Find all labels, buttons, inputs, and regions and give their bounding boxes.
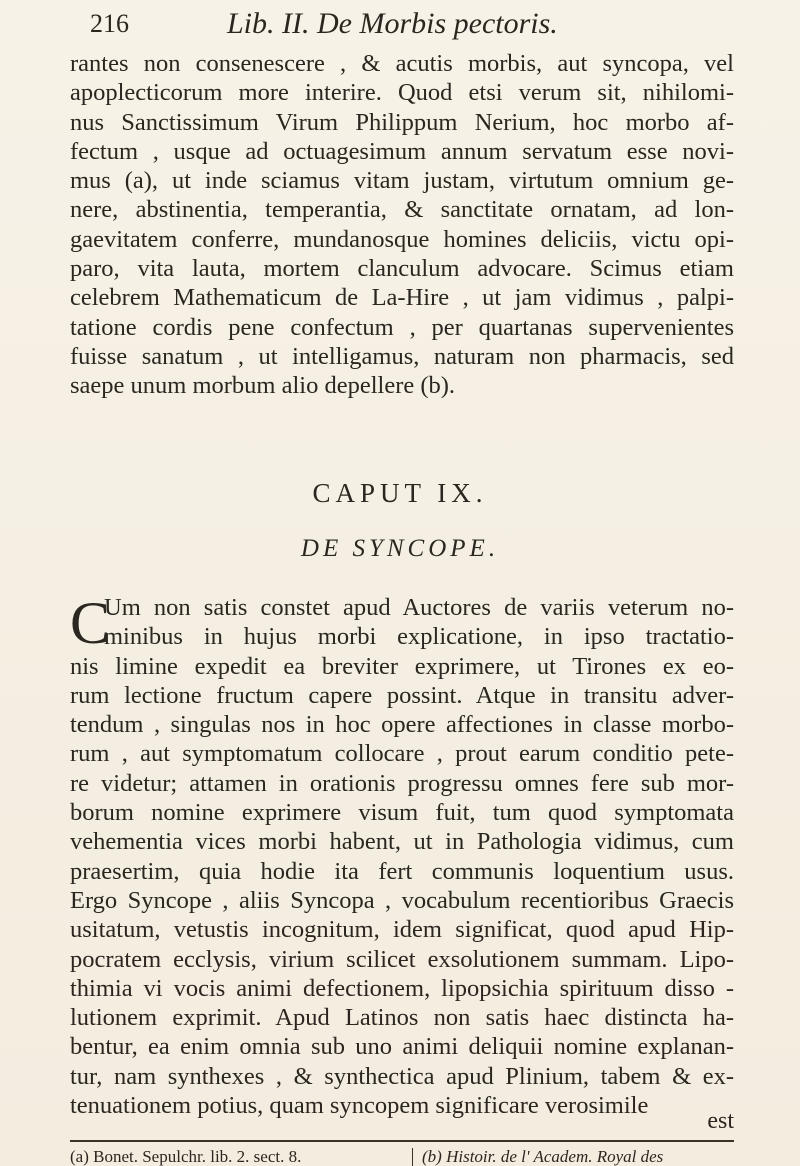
text-line: re videtur; attamen in orationis progressu omnes fere sub mor- (70, 769, 734, 797)
paragraph-continuation (70, 49, 734, 401)
page-header (90, 6, 730, 42)
footnote-rule (70, 1140, 734, 1142)
text-line: saepe unum morbum alio depellere (b). (70, 372, 456, 400)
text-line: apoplecticorum more interire. Quod etsi verum sit, nihilomi- (70, 79, 734, 107)
text-line: Um non satis constet apud Auctores de variis veterum no- (104, 594, 734, 621)
text-line: lutionem exprimit. Apud Latinos non satis haec distincta ha- (70, 1004, 734, 1032)
text-line: minibus in hujus morbi explicatione, in ipso tractatio- (104, 623, 734, 651)
paragraph-syncope (70, 590, 734, 1120)
footnote-b: (b) Histoir. de l' Academ. Royal des (422, 1148, 664, 1166)
text-line: bentur, ea enim omnia sub uno animi deliquii nomine explanan- (70, 1033, 734, 1061)
drop-cap: C (70, 590, 111, 656)
page-number: 216 (90, 9, 129, 38)
text-line: vehementia vices morbi habent, ut in Pathologia vidimus, cum (70, 828, 734, 856)
text-line: tenuationem potius, quam syncopem significare verosimile (70, 1092, 649, 1120)
text-line: nere, abstinentia, temperantia, & sanctitate ornatam, ad lon- (70, 196, 734, 224)
footnote-a: (a) Bonet. Sepulchr. lib. 2. sect. 8. (70, 1148, 302, 1166)
text-line: pocratem ecclysis, virium scilicet exsolutionem summam. Lipo- (70, 945, 734, 973)
chapter-subtitle: DE SYNCOPE. (300, 535, 500, 562)
text-line: nus Sanctissimum Virum Philippum Nerium, hoc morbo af- (70, 108, 734, 136)
chapter-heading: CAPUT IX. (312, 478, 488, 508)
text-line: rum lectione fructum capere possint. Atque in transitu adver- (70, 681, 734, 709)
catchword: est (707, 1108, 734, 1134)
text-line: fectum , usque ad octuagesimum annum servatum esse novi- (70, 137, 734, 165)
running-title: Lib. II. De Morbis pectoris. (227, 7, 558, 40)
text-line: nis limine expedit ea breviter exprimere, ut Tirones ex eo- (70, 652, 734, 680)
text-line: borum nomine exprimere visum fuit, tum quod symptomata (70, 799, 734, 827)
text-line: paro, vita lauta, mortem clanculum advocare. Scimus etiam (70, 255, 734, 283)
text-line: fuisse sanatum , ut intelligamus, naturam non pharmacis, sed (70, 342, 734, 370)
footnote-divider (412, 1148, 413, 1166)
text-line: usitatum, vetustis incognitum, idem significat, quod apud Hip- (70, 916, 734, 944)
text-line: tur, nam synthexes , & synthectica apud Plinium, tabem & ex- (70, 1062, 734, 1090)
footnotes (70, 1148, 734, 1166)
text-line: mus (a), ut inde sciamus vitam justam, virtutum omnium ge- (70, 167, 734, 195)
text-line: rantes non consenescere , & acutis morbis, aut syncopa, vel (70, 50, 734, 77)
text-line: tatione cordis pene confectum , per quartanas supervenientes (70, 313, 734, 341)
text-line: gaevitatem conferre, mundanosque homines deliciis, victu opi- (70, 225, 734, 253)
text-line: rum , aut symptomatum collocare , prout earum conditio pete- (70, 740, 734, 768)
text-line: Ergo Syncope , aliis Syncopa , vocabulum recentioribus Graecis (70, 886, 734, 914)
text-line: celebrem Mathematicum de La-Hire , ut jam vidimus , palpi- (70, 284, 734, 312)
text-line: praesertim, quia hodie ita fert communis loquentium usus. (70, 857, 734, 885)
text-line: thimia vi vocis animi defectionem, lipopsichia spirituum disso - (70, 974, 734, 1002)
text-line: tendum , singulas nos in hoc opere affectiones in classe morbo- (70, 711, 734, 739)
